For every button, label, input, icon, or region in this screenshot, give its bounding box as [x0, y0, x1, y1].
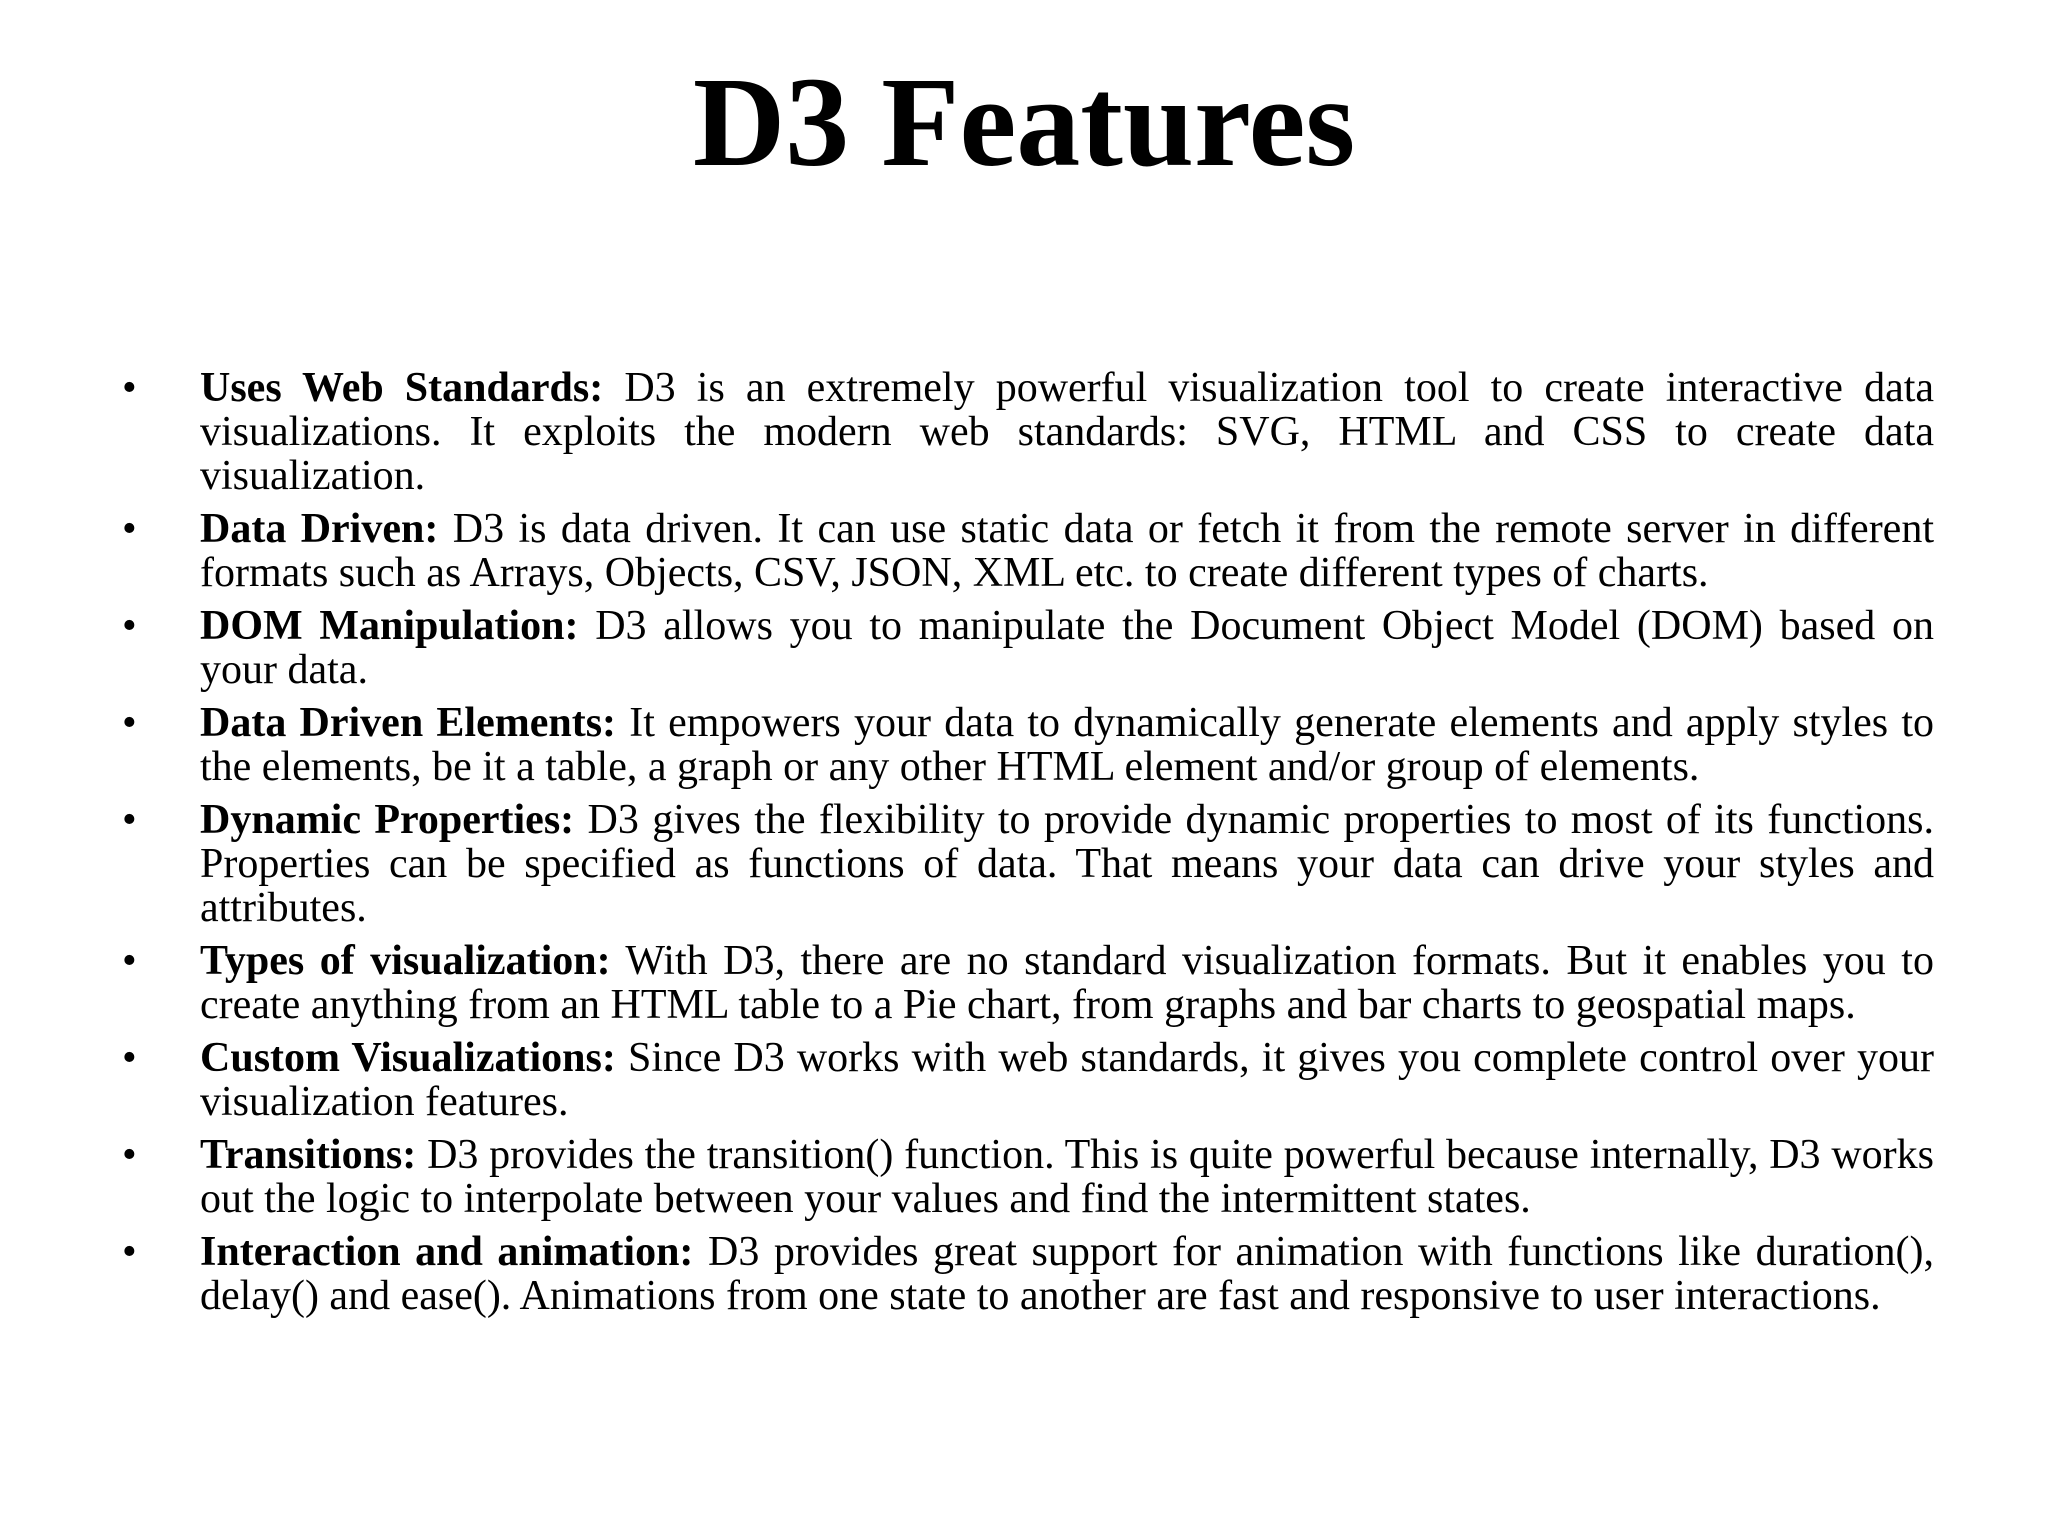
bullet-icon: • — [122, 1229, 137, 1275]
feature-term: Data Driven: — [200, 506, 439, 552]
feature-description: D3 allows you to manipulate the Document Object Model (DOM) based on your data. — [200, 603, 1935, 693]
bullet-icon: • — [122, 365, 137, 411]
list-item — [122, 603, 1935, 693]
list-item — [122, 1229, 1935, 1319]
list-item — [122, 1132, 1935, 1222]
bullet-icon: • — [122, 797, 137, 843]
bullet-icon: • — [122, 1035, 137, 1081]
feature-term: Types of visualization: — [200, 938, 611, 984]
bullet-icon: • — [122, 506, 137, 552]
list-item — [122, 365, 1935, 499]
list-item — [122, 797, 1935, 931]
feature-term: Dynamic Properties: — [200, 797, 575, 843]
feature-term: Custom Visualizations: — [200, 1035, 616, 1081]
feature-term: Transitions: — [200, 1132, 417, 1178]
feature-description: D3 is data driven. It can use static data or fetch it from the remote server in different formats such as Arrays, Objects, CSV, JSON, XML etc. to create different types of charts. — [200, 506, 1934, 596]
bullet-icon: • — [122, 700, 137, 746]
bullet-icon: • — [122, 1132, 137, 1178]
feature-description: With D3, there are no standard visualization formats. But it enables you to create anything from an HTML table to a Pie chart, from graphs and bar charts to geospatial maps. — [200, 938, 1934, 1028]
list-item — [122, 938, 1934, 1028]
feature-term: Uses Web Standards: — [200, 365, 604, 411]
feature-description: D3 is an extremely powerful visualization tool to create interactive data visualizations. It exploits the modern web standards: SVG, HTML and CSS to create data visualization. — [200, 365, 1935, 499]
feature-term: DOM Manipulation: — [200, 603, 579, 649]
feature-term: Data Driven Elements: — [200, 700, 617, 746]
bullet-icon: • — [122, 603, 137, 649]
bullet-icon: • — [122, 938, 137, 984]
list-item — [122, 700, 1935, 790]
feature-description: Since D3 works with web standards, it gives you complete control over your visualization features. — [200, 1035, 1935, 1125]
feature-description: D3 gives the flexibility to provide dynamic properties to most of its functions. Properties can be specified as functions of data. That means your data can drive your styles and attributes. — [200, 797, 1935, 931]
list-item — [122, 1035, 1935, 1125]
feature-term: Interaction and animation: — [200, 1229, 694, 1275]
feature-description: D3 provides great support for animation with functions like duration(), delay() and ease(). Animations from one state to another are fast and responsive to user interactions. — [200, 1229, 1935, 1319]
slide-title: D3 Features — [692, 51, 1356, 193]
list-item — [122, 506, 1934, 596]
feature-description: D3 provides the transition() function. This is quite powerful because internally, D3 works out the logic to interpolate between your values and find the intermittent states. — [200, 1132, 1935, 1222]
feature-description: It empowers your data to dynamically generate elements and apply styles to the elements, be it a table, a graph or any other HTML element and/or group of elements. — [200, 700, 1935, 790]
feature-list — [122, 365, 1935, 1327]
